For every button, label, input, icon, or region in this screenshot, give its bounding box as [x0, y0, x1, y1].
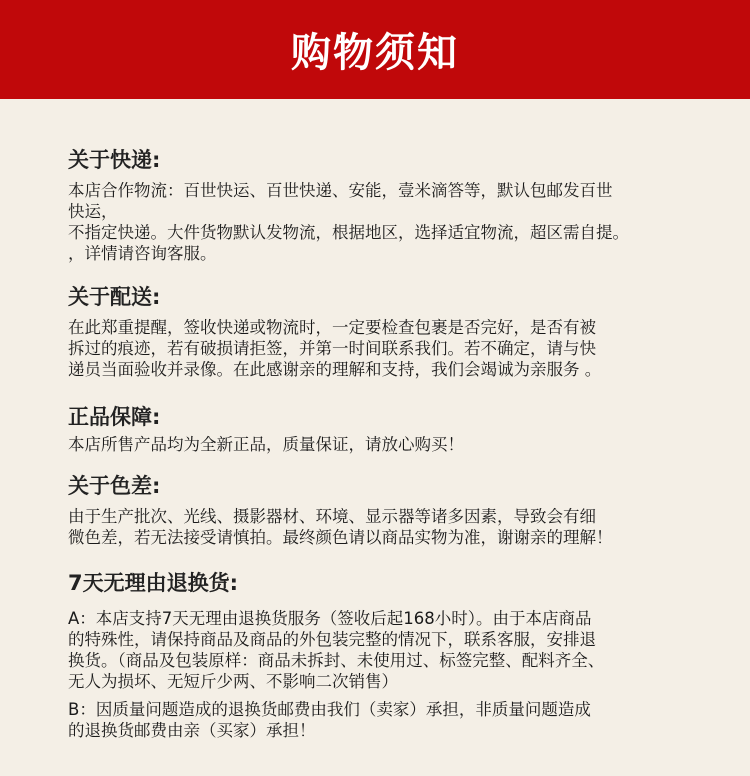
text-line: 不指定快递。大件货物默认发物流，根据地区，选择适宜物流，超区需自提。 [68, 223, 629, 242]
text-line: 换货。（商品及包装原样：商品未拆封、未使用过、标签完整、配料齐全、 [68, 651, 605, 670]
text-line: B：因质量问题造成的退换货邮费由我们（卖家）承担，非质量问题造成 [68, 700, 591, 719]
section-heading-authentic: 正品保障: [68, 405, 161, 429]
section-text-authentic [68, 434, 464, 455]
section-heading-returns: 7天无理由退换货: [68, 571, 239, 595]
text-line: ，详情请咨询客服。 [68, 244, 217, 263]
section-text-returns-a [68, 608, 604, 692]
text-line: 本店所售产品均为全新正品，质量保证，请放心购买！ [68, 435, 464, 454]
section-heading-color: 关于色差: [68, 474, 161, 498]
text-line: 由于生产批次、光线、摄影器材、环境、显示器等诸多因素，导致会有细 [68, 507, 596, 526]
text-line: 的特殊性，请保持商品及商品的外包装完整的情况下，联系客服，安排退 [68, 630, 596, 649]
section-text-delivery [68, 317, 601, 380]
text-line: 递员当面验收并录像。在此感谢亲的理解和支持，我们会竭诚为亲服务 。 [68, 360, 602, 379]
text-line: A：本店支持7天无理由退换货服务（签收后起168小时）。由于本店商品 [68, 609, 592, 628]
notice-content [0, 99, 750, 776]
text-line: 拆过的痕迹，若有破损请拒签，并第一时间联系我们。若不确定，请与快 [68, 339, 596, 358]
section-text-returns-b [68, 699, 591, 741]
text-line: 无人为损坏、无短斤少两、不影响二次销售） [68, 672, 398, 691]
section-heading-delivery: 关于配送: [68, 285, 161, 309]
text-line: 快运， [68, 202, 118, 221]
section-heading-express: 关于快递: [68, 148, 161, 172]
page-title: 购物须知 [291, 30, 459, 76]
text-line: 的退换货邮费由亲（买家）承担！ [68, 721, 316, 740]
text-line: 微色差，若无法接受请慎拍。最终颜色请以商品实物为准，谢谢亲的理解！ [68, 528, 613, 547]
text-line: 在此郑重提醒，签收快递或物流时，一定要检查包裹是否完好，是否有被 [68, 318, 596, 337]
text-line: 本店合作物流：百世快运、百世快递、安能，壹米滴答等，默认包邮发百世 [68, 181, 613, 200]
section-text-express [68, 180, 629, 264]
header-banner [0, 0, 750, 99]
section-text-color [68, 506, 613, 548]
